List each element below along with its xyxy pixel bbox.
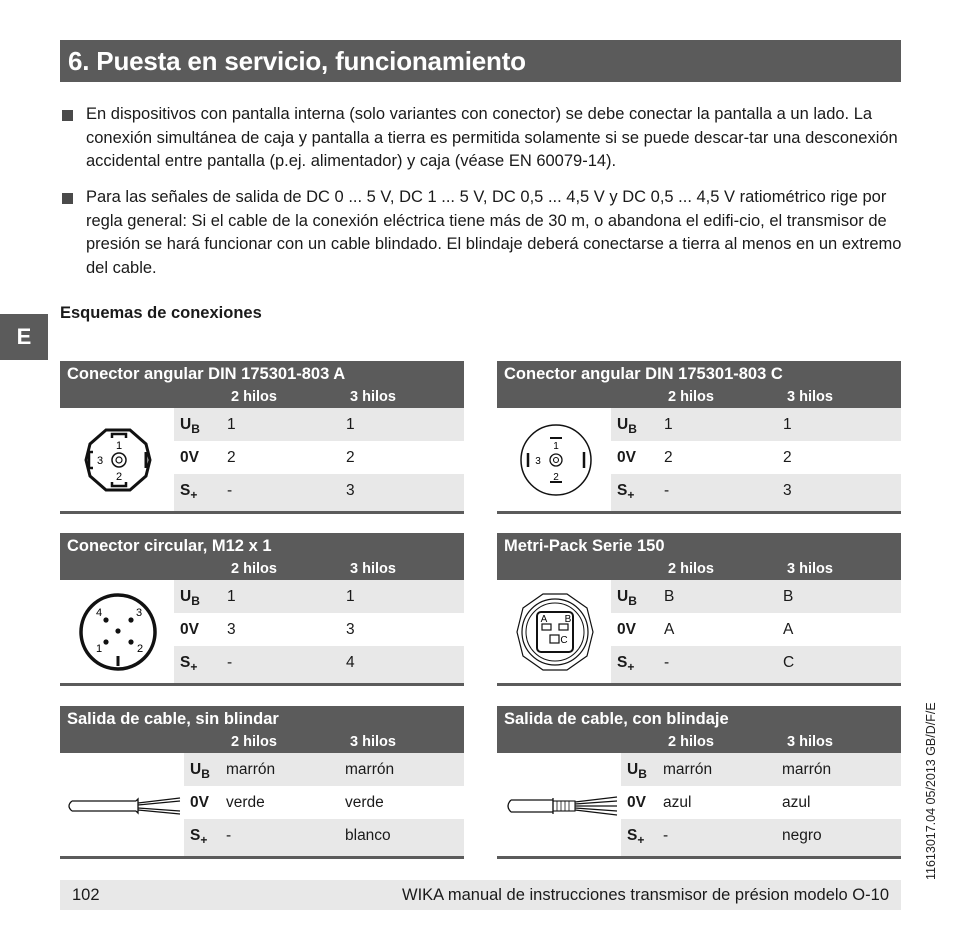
table-row [184,786,464,819]
cell-2-wires: 1 [227,588,236,605]
cell-3-wires: marrón [782,761,832,778]
cell-3-wires: 2 [783,449,792,466]
pin-label-1: 1 [553,441,559,452]
col-label-3-wires: 3 hilos [787,561,833,577]
section-title-bar [60,40,901,82]
cell-2-wires: - [663,827,669,844]
bullet-text: Para las señales de salida de DC 0 ... 5 V, DC 1 ... 5 V, DC 0,5 ... 4,5 V y DC 0,5 ... 4,5 V ratiométrico rige por regla general: Si el cable de la conexión eléctrica tiene más de 30 m, o abandona el edifi-cio, el transmisor de presión se hará funcionar con un cable blindado. El blindaje deberá conectarse a tierra al menos en un extremo del cable. [86,188,902,277]
signal-ub: $U_B$ [180,416,200,437]
bullet-square-icon [62,110,73,121]
signal-s-plus: $S_+$ [190,827,208,848]
table-row [174,441,464,474]
cell-3-wires: 3 [346,621,355,638]
cell-2-wires: - [664,482,670,499]
cell-3-wires: marrón [345,761,395,778]
cell-2-wires: marrón [226,761,276,778]
panel-title: Conector angular DIN 175301-803 C [504,365,783,383]
signal-0v: 0V [617,449,636,466]
cell-3-wires: A [783,621,794,638]
panel-title: Salida de cable, sin blindar [67,710,279,728]
pin-label-2: 2 [115,471,123,483]
panel-title: Conector angular DIN 175301-803 A [67,365,346,383]
table-row [174,580,464,613]
signal-s-plus: $S_+$ [617,482,635,503]
signal-ub: $U_B$ [190,761,210,782]
pin-label-2: 2 [137,643,144,655]
col-label-3-wires: 3 hilos [787,734,833,750]
cell-2-wires: 1 [227,416,236,433]
col-label-3-wires: 3 hilos [787,389,833,405]
cell-3-wires: 1 [346,588,355,605]
signal-0v: 0V [627,794,646,811]
cell-2-wires: marrón [663,761,713,778]
bullet-item [62,103,902,174]
language-tab: E [0,314,48,360]
cell-2-wires: azul [663,794,692,811]
signal-0v: 0V [190,794,209,811]
panel-title: Metri-Pack Serie 150 [504,537,665,555]
table-row [611,408,901,441]
cell-3-wires: C [783,654,795,671]
table-row [174,646,464,683]
m12-connector-diagram [60,580,174,683]
page-number: 102 [72,886,100,904]
panel-header [497,706,901,753]
bullet-text: En dispositivos con pantalla interna (solo variantes con conector) se debe conectar la pantalla a un lado. La conexión simultánea de caja y pantalla a tierra es permitida solamente si se puede descar-tar una desconexión accidental entre pantalla (p.ej. alimentador) y caja (véase EN 60079-14). [86,105,898,171]
signal-s-plus: $S_+$ [627,827,645,848]
din-c-connector-diagram [497,408,611,511]
table-row [621,753,901,786]
cell-3-wires: 4 [346,654,355,671]
table-row [611,474,901,511]
signal-s-plus: $S_+$ [617,654,635,675]
panel-body [497,753,901,859]
cell-3-wires: 2 [346,449,355,466]
table-row [184,819,464,856]
table-row [621,786,901,819]
cell-2-wires: - [227,482,233,499]
panel-title: Salida de cable, con blindaje [504,710,729,728]
panel-din-a [60,361,464,514]
panel-body [497,408,901,514]
pin-label-3: 3 [136,607,143,619]
cell-2-wires: verde [226,794,265,811]
cell-2-wires: A [664,621,675,638]
panel-body [60,408,464,514]
panel-header [497,361,901,408]
table-row [621,819,901,856]
panel-cable-shielded [497,706,901,859]
table-row [184,753,464,786]
bullet-square-icon [62,193,73,204]
cell-3-wires: negro [782,827,822,844]
pin-label-3: 3 [535,456,541,467]
signal-ub: $U_B$ [180,588,200,609]
bullet-item [62,186,902,280]
signal-s-plus: $S_+$ [180,654,198,675]
cell-2-wires: B [664,588,675,605]
signal-0v: 0V [180,621,199,638]
table-row [611,613,901,646]
document-code: 11613017.04 05/2013 GB/D/F/E [924,702,938,880]
pin-label-4: 4 [96,607,103,619]
signal-ub: $U_B$ [627,761,647,782]
cell-3-wires: azul [782,794,811,811]
cell-3-wires: 3 [346,482,355,499]
table-row [611,580,901,613]
cell-2-wires: 2 [227,449,236,466]
panel-header [60,361,464,408]
col-label-2-wires: 2 hilos [231,734,277,750]
pin-label-1: 1 [115,440,123,452]
page-footer [60,880,901,910]
unshielded-cable-diagram [60,753,184,856]
cell-2-wires: 1 [664,416,673,433]
cell-3-wires: verde [345,794,384,811]
cell-2-wires: 3 [227,621,236,638]
table-row [174,613,464,646]
col-label-2-wires: 2 hilos [668,389,714,405]
panel-header [60,706,464,753]
panel-header [60,533,464,580]
cell-3-wires: B [783,588,794,605]
col-label-3-wires: 3 hilos [350,734,396,750]
col-label-2-wires: 2 hilos [668,734,714,750]
table-row [611,646,901,683]
cell-3-wires: 1 [346,416,355,433]
panel-body [60,753,464,859]
panel-metri-pack [497,533,901,686]
signal-ub: $U_B$ [617,416,637,437]
panel-body [60,580,464,686]
pin-label-c: C [560,635,568,646]
panel-din-c [497,361,901,514]
panel-title: Conector circular, M12 x 1 [67,537,272,555]
pin-label-b: B [564,614,572,625]
panel-cable-unshielded [60,706,464,859]
connection-schemes-heading: Esquemas de conexiones [60,304,262,322]
din-a-connector-diagram [60,408,174,511]
cell-3-wires: blanco [345,827,391,844]
pin-label-2: 2 [553,472,559,483]
pin-label-3: 3 [96,455,104,467]
panel-m12 [60,533,464,686]
cell-3-wires: 3 [783,482,792,499]
signal-0v: 0V [617,621,636,638]
section-title: 6. Puesta en servicio, funcionamiento [68,46,526,76]
metri-pack-connector-diagram [497,580,611,683]
cell-2-wires: 2 [664,449,673,466]
pin-label-1: 1 [96,643,103,655]
table-row [611,441,901,474]
col-label-3-wires: 3 hilos [350,389,396,405]
cell-2-wires: - [227,654,233,671]
footer-title: WIKA manual de instrucciones transmisor de présion modelo O-10 [402,886,889,904]
signal-0v: 0V [180,449,199,466]
shielded-cable-diagram [497,753,621,856]
table-row [174,408,464,441]
pin-label-a: A [540,614,548,625]
signal-ub: $U_B$ [617,588,637,609]
col-label-2-wires: 2 hilos [668,561,714,577]
panel-header [497,533,901,580]
table-row [174,474,464,511]
col-label-2-wires: 2 hilos [231,389,277,405]
signal-s-plus: $S_+$ [180,482,198,503]
cell-2-wires: - [226,827,232,844]
panel-body [497,580,901,686]
cell-2-wires: - [664,654,670,671]
cell-3-wires: 1 [783,416,792,433]
col-label-3-wires: 3 hilos [350,561,396,577]
col-label-2-wires: 2 hilos [231,561,277,577]
